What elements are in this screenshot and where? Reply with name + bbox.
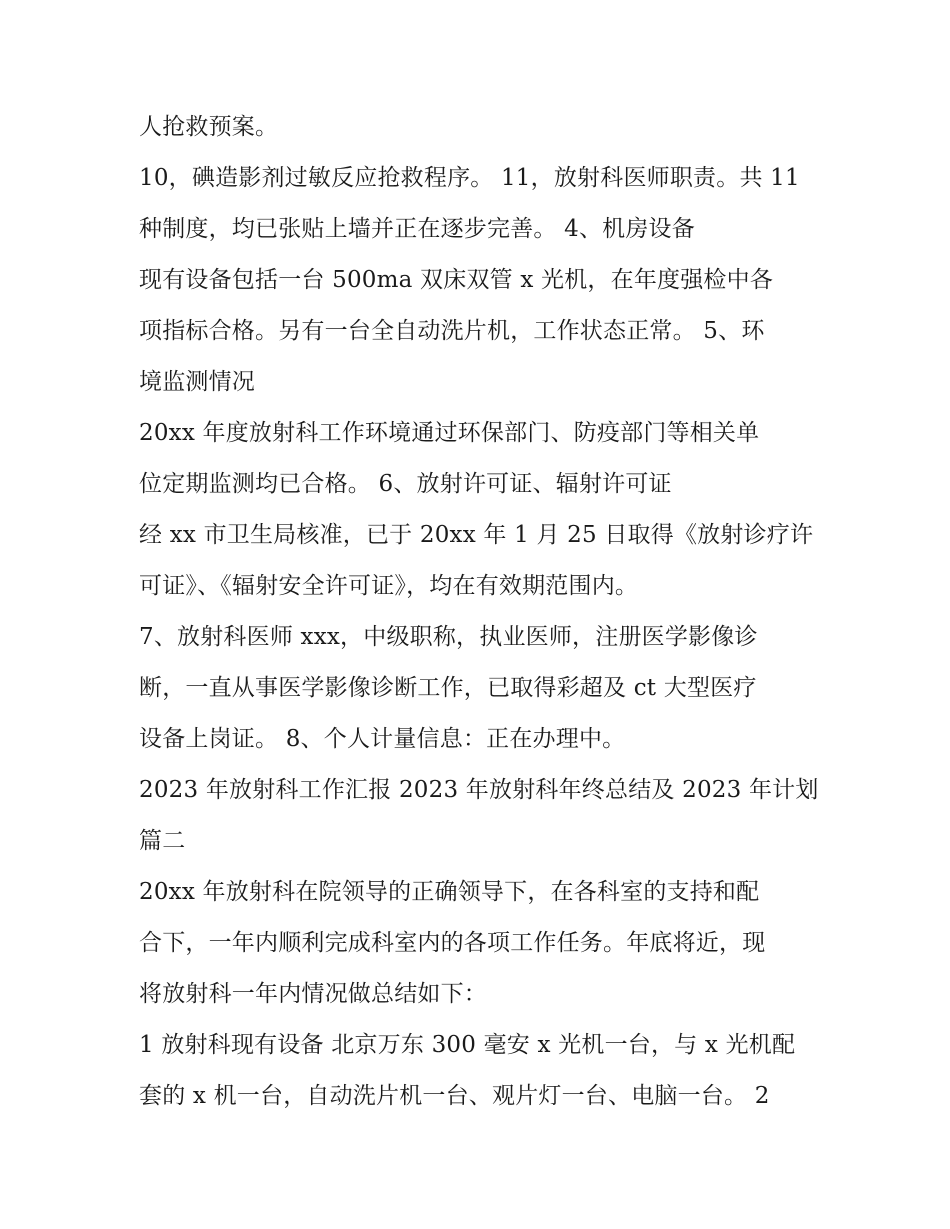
text-line: 7、放射科医师 xxx，中级职称，执业医师，注册医学影像诊: [139, 624, 758, 650]
text-line: 将放射科一年内情况做总结如下：: [139, 981, 487, 1007]
text-line: 合下，一年内顺利完成科室内的各项工作任务。年底将近，现: [139, 930, 766, 956]
text-line: 项指标合格。另有一台全自动洗片机，工作状态正常。 5、环: [139, 318, 765, 344]
text-line: 可证》、《辐射安全许可证》，均在有效期范围内。: [139, 573, 639, 599]
text-line: 种制度，均已张贴上墙并正在逐步完善。 4、机房设备: [139, 216, 695, 242]
section-heading-line: 篇二: [139, 828, 186, 854]
text-line: 1 放射科现有设备 北京万东 300 毫安 x 光机一台，与 x 光机配: [139, 1032, 796, 1058]
text-line: 套的 x 机一台，自动洗片机一台、观片灯一台、电脑一台。 2: [139, 1083, 770, 1109]
text-line: 位定期监测均已合格。 6、放射许可证、辐射许可证: [139, 471, 672, 497]
text-line: 人抢救预案。: [139, 114, 279, 140]
text-line: 10，碘造影剂过敏反应抢救程序。 11，放射科医师职责。共 11: [139, 165, 800, 191]
text-line: 20xx 年度放射科工作环境通过环保部门、防疫部门等相关单: [139, 420, 760, 446]
text-line: 断，一直从事医学影像诊断工作，已取得彩超及 ct 大型医疗: [139, 675, 757, 701]
text-line: 20xx 年放射科在院领导的正确领导下，在各科室的支持和配: [139, 879, 760, 905]
text-line: 经 xx 市卫生局核准，已于 20xx 年 1 月 25 日取得《放射诊疗许: [139, 522, 814, 548]
text-line: 现有设备包括一台 500ma 双床双管 x 光机，在年度强检中各: [139, 267, 774, 293]
section-heading-line: 2023 年放射科工作汇报 2023 年放射科年终总结及 2023 年计划: [139, 777, 819, 803]
document-body: [139, 102, 829, 1122]
text-line: 设备上岗证。 8、个人计量信息：正在办理中。: [139, 726, 626, 752]
text-line: 境监测情况: [139, 369, 255, 395]
